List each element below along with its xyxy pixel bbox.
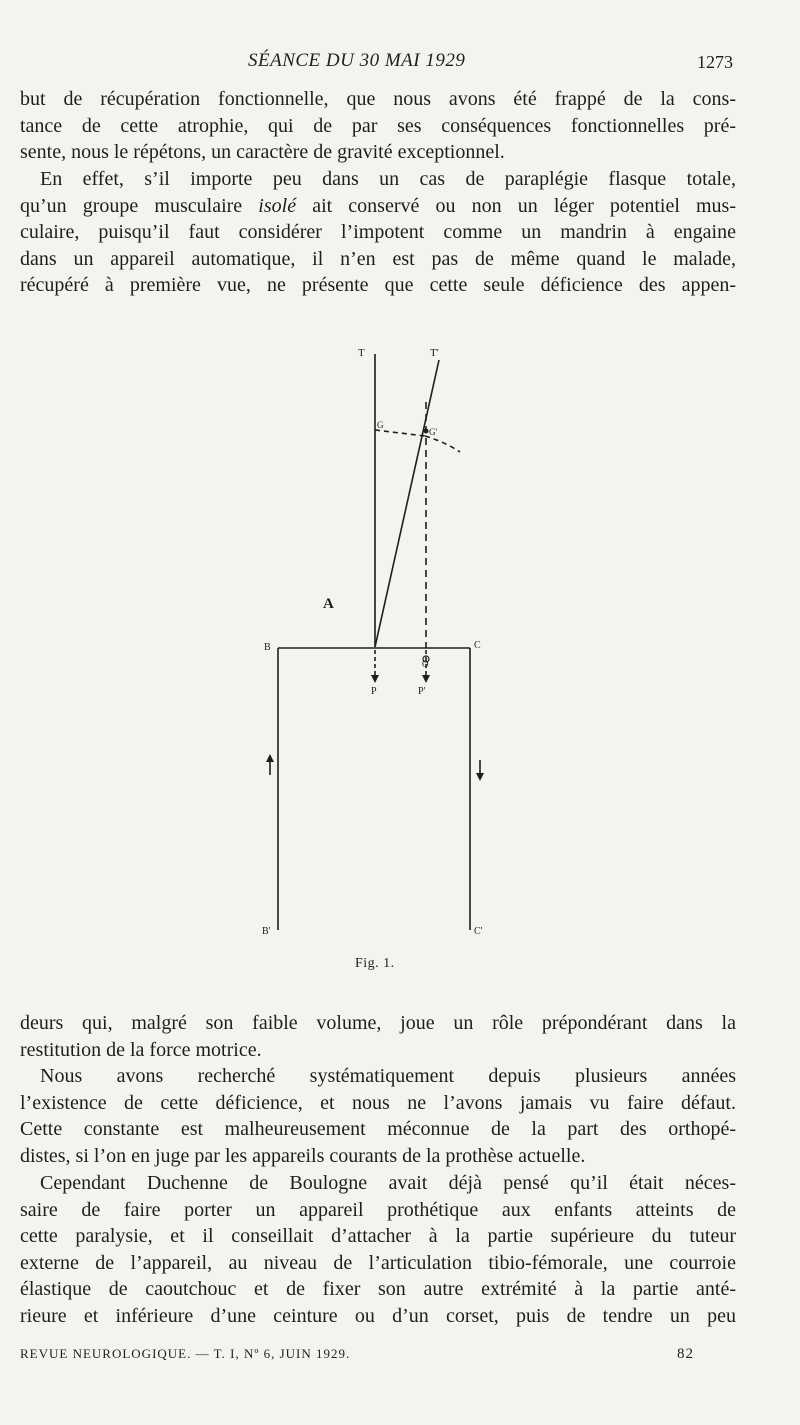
label-T: T [358, 347, 365, 359]
figure-caption: Fig. 1. [355, 956, 395, 971]
text-line: restitution de la force motrice. [20, 1038, 262, 1061]
down-arrow-head [476, 773, 484, 781]
page-number: 1273 [697, 52, 733, 72]
label-P: P [371, 686, 377, 697]
paragraph-4 [20, 1063, 736, 1169]
sheet-number: 82 [677, 1346, 694, 1362]
label-G: G [377, 420, 384, 430]
dashed-arc-G [375, 430, 425, 436]
label-B-prime: B' [262, 926, 271, 937]
text-line: but de récupération fonctionnelle, que nous avons été frappé de la cons- [20, 88, 736, 110]
inclined-axis-T-prime [375, 360, 439, 647]
text-fragment: ait conservé ou non un léger potentiel mus- [296, 194, 737, 217]
text-line: cette paralysie, et il conseillait d’attacher à la partie supérieure du tuteur [20, 1225, 736, 1247]
arrow-head-P [371, 675, 379, 683]
text-line: dans un appareil automatique, il n’en est pas de même quand le malade, [20, 247, 736, 270]
label-C: C [474, 640, 481, 651]
journal-citation: REVUE NEUROLOGIQUE. — T. I, Nº 6, JUIN 1929. [20, 1346, 351, 1361]
paragraph-3 [20, 1010, 736, 1063]
label-A: A [323, 596, 334, 612]
text-line: l’existence de cette déficience, et nous ne l’avons jamais vu faire défaut. [20, 1091, 736, 1114]
label-G-prime: G' [429, 427, 438, 437]
up-arrow-head [266, 754, 274, 762]
label-T-prime: T' [430, 347, 439, 359]
text-line: élastique de caoutchouc et de fixer son autre extrémité à la partie anté- [20, 1278, 736, 1300]
text-line: sente, nous le répétons, un caractère de gravité exceptionnel. [20, 141, 505, 163]
text-line: tance de cette atrophie, qui de par ses conséquences fonctionnelles pré- [20, 114, 736, 137]
arrow-head-P-prime [422, 675, 430, 683]
text-line: externe de l’appareil, au niveau de l’articulation tibio-fémorale, une courroie [20, 1251, 736, 1274]
point-G-prime [424, 429, 429, 434]
text-line: récupéré à première vue, ne présente que cette seule déficience des appen- [20, 274, 736, 296]
label-O: O [422, 659, 429, 669]
text-line: rieure et inférieure d’une ceinture ou d’un corset, puis de tendre un peu [20, 1304, 736, 1327]
label-B: B [264, 642, 271, 653]
text-line: saire de faire porter un appareil prothétique aux enfants atteints de [20, 1198, 736, 1221]
running-header [0, 50, 800, 80]
paragraph-1 [20, 86, 736, 166]
text-line: Cependant Duchenne de Boulogne avait déjà pensé qu’il était néces- [40, 1172, 736, 1194]
text-line: culaire, puisqu’il faut considérer l’impotent comme un mandrin à engaine [20, 221, 736, 243]
figure-1-diagram [250, 330, 520, 950]
dashed-arc-G-prime [425, 436, 460, 452]
text-line: distes, si l’on en juge par les appareils courants de la prothèse actuelle. [20, 1144, 586, 1167]
label-C-prime: C' [474, 926, 483, 937]
text-line: En effet, s’il importe peu dans un cas de paraplégie flasque totale, [40, 168, 736, 190]
paragraph-2 [20, 166, 736, 299]
text-line: Cette constante est malheureusement méconnue de la part des orthopé- [20, 1118, 736, 1140]
text-line: Nous avons recherché systématiquement depuis plusieurs années [40, 1065, 736, 1087]
text-line [20, 193, 736, 220]
text-line: deurs qui, malgré son faible volume, joue un rôle prépondérant dans la [20, 1012, 736, 1034]
paragraph-5 [20, 1170, 736, 1329]
label-P-prime: P' [418, 686, 426, 697]
italic-word: isolé [258, 194, 297, 217]
running-title: SÉANCE DU 30 MAI 1929 [248, 50, 466, 71]
text-fragment: qu’un groupe musculaire [20, 194, 259, 217]
